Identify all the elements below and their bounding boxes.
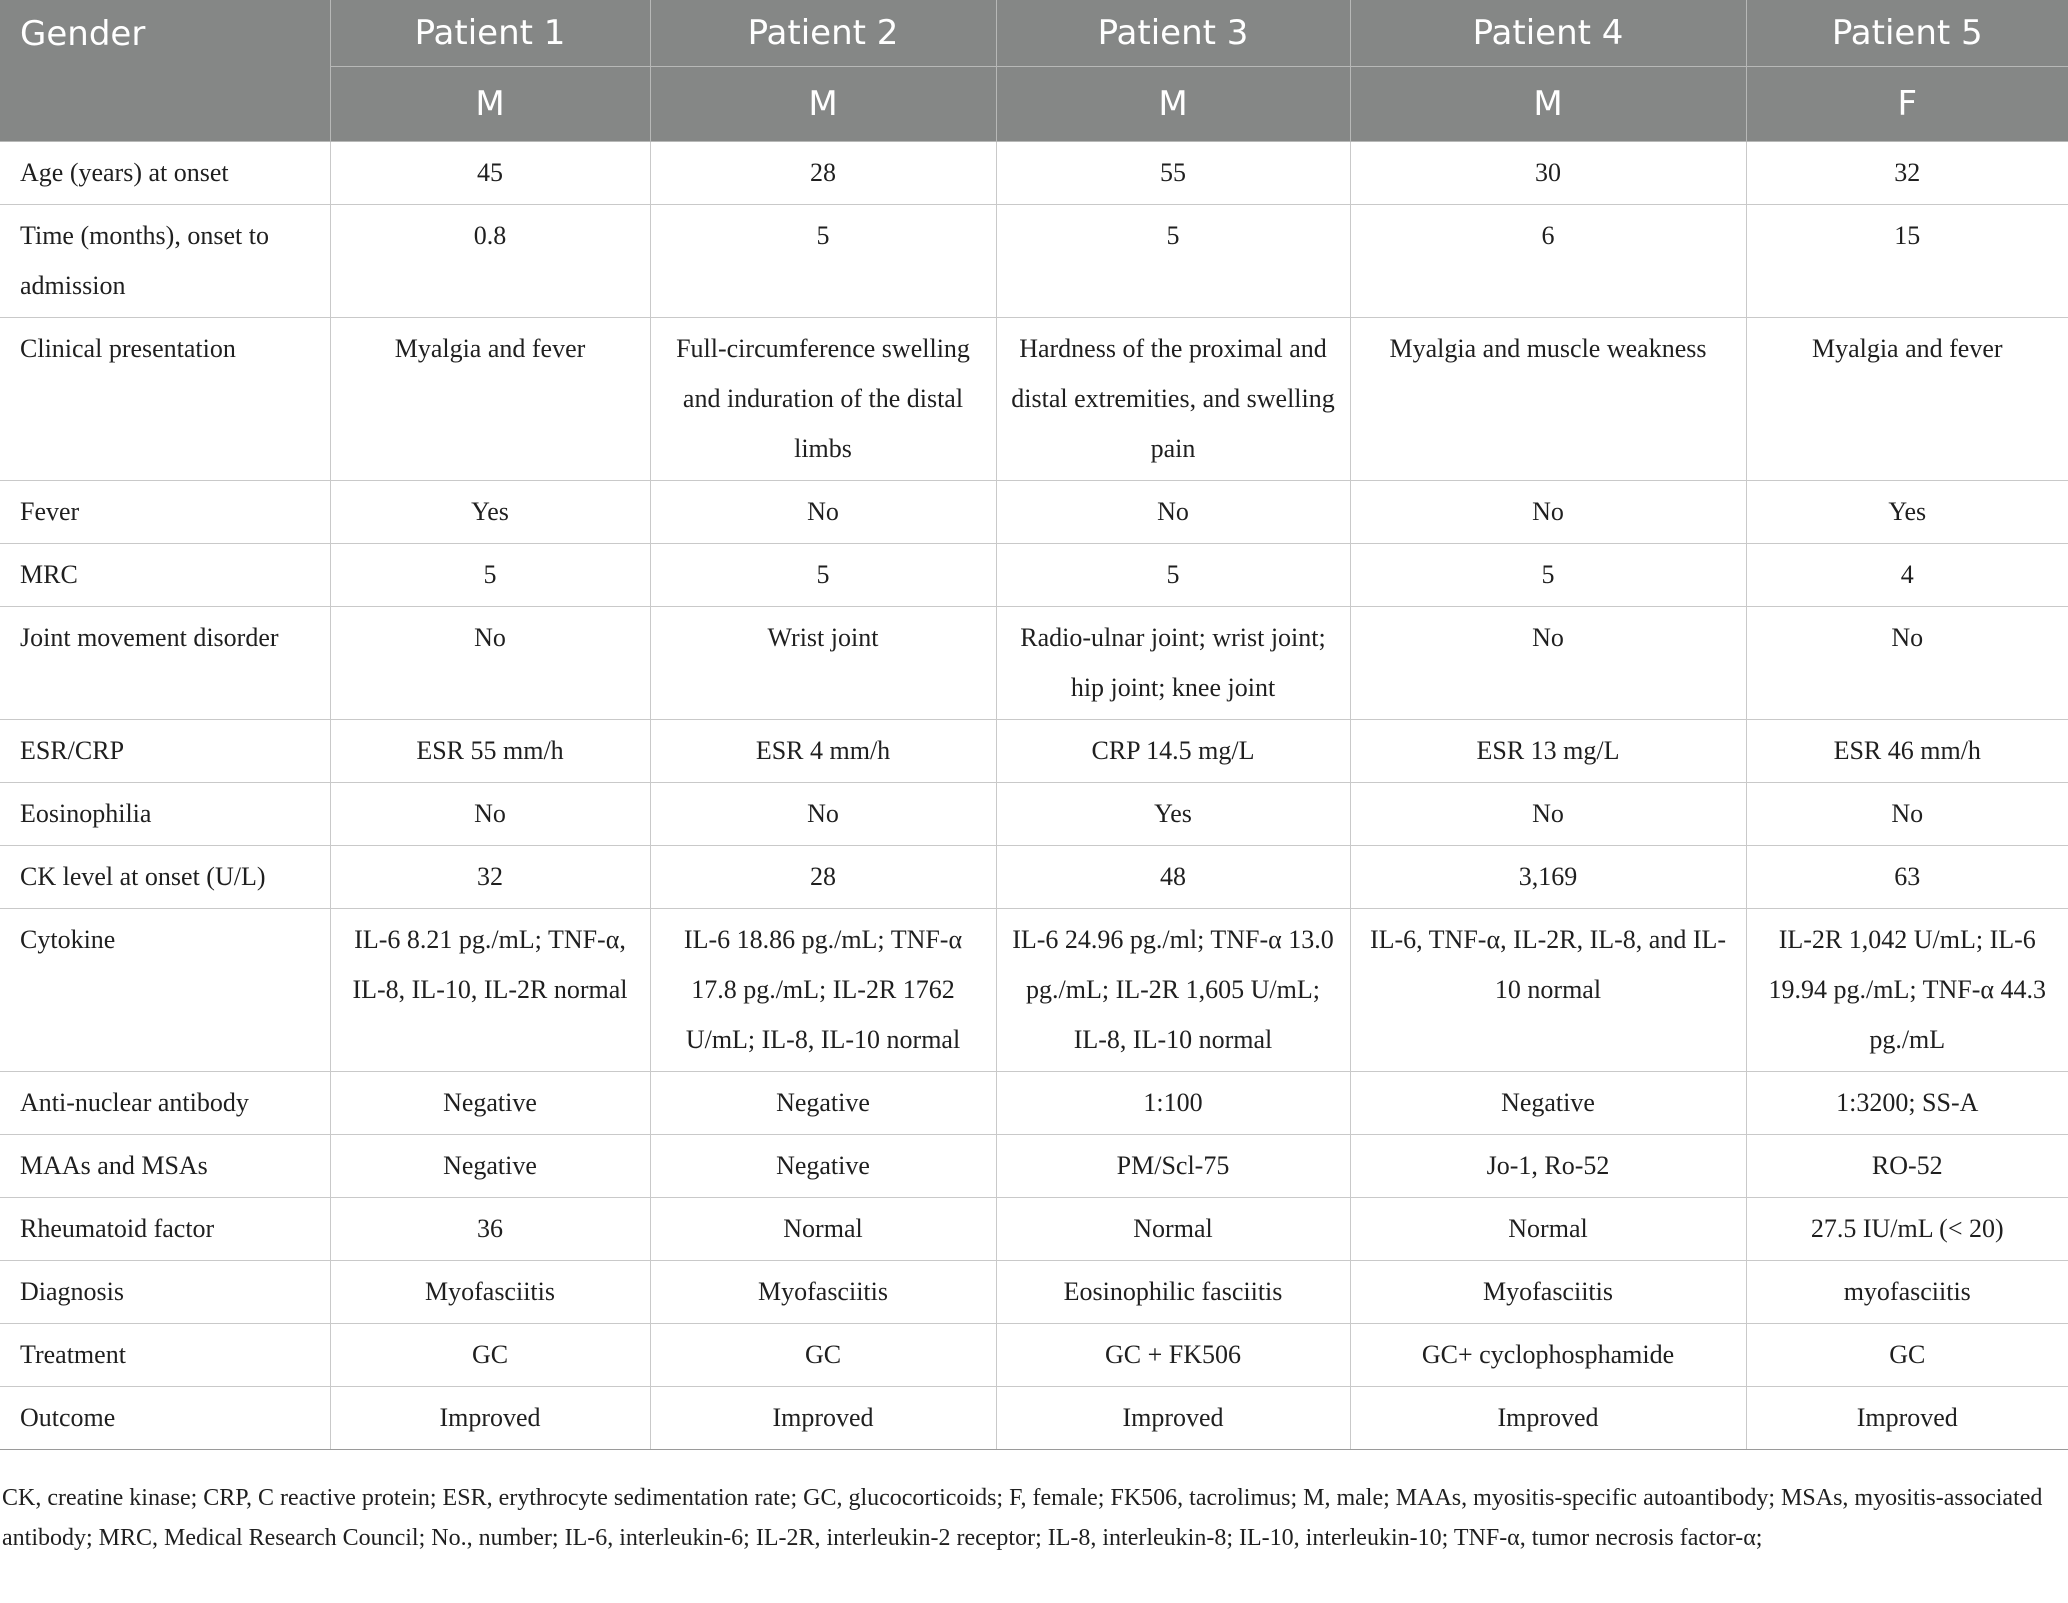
row-label: Age (years) at onset [0,142,330,205]
cell-patient-4: ESR 13 mg/L [1350,720,1746,783]
table-body [0,142,2068,1450]
cell-patient-5: 32 [1746,142,2068,205]
cell-patient-5: ESR 46 mm/h [1746,720,2068,783]
cell-patient-1: IL-6 8.21 pg./mL; TNF-α, IL-8, IL-10, IL-2R normal [330,909,650,1072]
cell-patient-4: Myalgia and muscle weakness [1350,318,1746,481]
cell-patient-2: 28 [650,846,996,909]
cell-patient-3: 1:100 [996,1072,1350,1135]
cell-patient-3: Yes [996,783,1350,846]
cell-patient-2: GC [650,1324,996,1387]
cell-patient-5: 15 [1746,205,2068,318]
cell-patient-5: myofasciitis [1746,1261,2068,1324]
cell-patient-1: Myofasciitis [330,1261,650,1324]
cell-patient-3: 5 [996,544,1350,607]
row-label: ESR/CRP [0,720,330,783]
table-row [0,1261,2068,1324]
row-label: Clinical presentation [0,318,330,481]
cell-patient-4: 3,169 [1350,846,1746,909]
header-patient-2: Patient 2 [650,0,996,67]
cell-patient-5: RO-52 [1746,1135,2068,1198]
table-row [0,846,2068,909]
cell-patient-3: 48 [996,846,1350,909]
cell-patient-5: 27.5 IU/mL (< 20) [1746,1198,2068,1261]
cell-patient-1: Negative [330,1072,650,1135]
cell-patient-1: GC [330,1324,650,1387]
cell-patient-1: 36 [330,1198,650,1261]
cell-patient-2: Negative [650,1135,996,1198]
row-label: Eosinophilia [0,783,330,846]
cell-patient-1: 45 [330,142,650,205]
cell-patient-3: IL-6 24.96 pg./ml; TNF-α 13.0 pg./mL; IL-2R 1,605 U/mL; IL-8, IL-10 normal [996,909,1350,1072]
cell-patient-4: 6 [1350,205,1746,318]
cell-patient-3: Improved [996,1387,1350,1450]
row-label: MAAs and MSAs [0,1135,330,1198]
row-label: Cytokine [0,909,330,1072]
row-label: Rheumatoid factor [0,1198,330,1261]
cell-patient-4: Jo-1, Ro-52 [1350,1135,1746,1198]
header-gender-3: M [996,67,1350,142]
cell-patient-3: CRP 14.5 mg/L [996,720,1350,783]
cell-patient-2: IL-6 18.86 pg./mL; TNF-α 17.8 pg./mL; IL-2R 1762 U/mL; IL-8, IL-10 normal [650,909,996,1072]
cell-patient-2: Negative [650,1072,996,1135]
header-gender: Gender [0,0,330,142]
cell-patient-4: GC+ cyclophosphamide [1350,1324,1746,1387]
row-label: Treatment [0,1324,330,1387]
cell-patient-1: ESR 55 mm/h [330,720,650,783]
cell-patient-5: IL-2R 1,042 U/mL; IL-6 19.94 pg./mL; TNF-α 44.3 pg./mL [1746,909,2068,1072]
header-patient-1: Patient 1 [330,0,650,67]
cell-patient-5: No [1746,607,2068,720]
header-gender-4: M [1350,67,1746,142]
cell-patient-4: 5 [1350,544,1746,607]
cell-patient-2: Improved [650,1387,996,1450]
cell-patient-5: 1:3200; SS-A [1746,1072,2068,1135]
cell-patient-4: Normal [1350,1198,1746,1261]
cell-patient-1: Negative [330,1135,650,1198]
cell-patient-2: Wrist joint [650,607,996,720]
cell-patient-2: No [650,481,996,544]
header-gender-1: M [330,67,650,142]
cell-patient-2: 5 [650,544,996,607]
table-row [0,783,2068,846]
cell-patient-4: No [1350,481,1746,544]
header-patient-5: Patient 5 [1746,0,2068,67]
row-label: Fever [0,481,330,544]
table-row [0,318,2068,481]
cell-patient-1: 5 [330,544,650,607]
cell-patient-4: No [1350,783,1746,846]
cell-patient-4: 30 [1350,142,1746,205]
cell-patient-5: GC [1746,1324,2068,1387]
row-label: MRC [0,544,330,607]
cell-patient-2: Normal [650,1198,996,1261]
table-row [0,205,2068,318]
table-row [0,1135,2068,1198]
cell-patient-1: Myalgia and fever [330,318,650,481]
cell-patient-3: No [996,481,1350,544]
table-row [0,720,2068,783]
table-row [0,481,2068,544]
table-row [0,1072,2068,1135]
cell-patient-5: Yes [1746,481,2068,544]
cell-patient-2: Full-circumference swelling and induration of the distal limbs [650,318,996,481]
cell-patient-5: 4 [1746,544,2068,607]
cell-patient-3: 5 [996,205,1350,318]
table-row [0,909,2068,1072]
table-row [0,1198,2068,1261]
cell-patient-5: No [1746,783,2068,846]
cell-patient-3: Hardness of the proximal and distal extremities, and swelling pain [996,318,1350,481]
cell-patient-2: 28 [650,142,996,205]
cell-patient-4: IL-6, TNF-α, IL-2R, IL-8, and IL-10 normal [1350,909,1746,1072]
table-row [0,142,2068,205]
cell-patient-2: No [650,783,996,846]
cell-patient-3: Eosinophilic fasciitis [996,1261,1350,1324]
cell-patient-1: Improved [330,1387,650,1450]
header-patient-4: Patient 4 [1350,0,1746,67]
cell-patient-4: Negative [1350,1072,1746,1135]
cell-patient-2: ESR 4 mm/h [650,720,996,783]
cell-patient-3: Radio-ulnar joint; wrist joint; hip joint; knee joint [996,607,1350,720]
cell-patient-2: Myofasciitis [650,1261,996,1324]
cell-patient-1: Yes [330,481,650,544]
table-header [0,0,2068,142]
cell-patient-5: Improved [1746,1387,2068,1450]
table-row [0,544,2068,607]
cell-patient-1: No [330,783,650,846]
header-patient-3: Patient 3 [996,0,1350,67]
row-label: Outcome [0,1387,330,1450]
header-gender-2: M [650,67,996,142]
row-label: Joint movement disorder [0,607,330,720]
table-row [0,1387,2068,1450]
cell-patient-3: GC + FK506 [996,1324,1350,1387]
cell-patient-4: Myofasciitis [1350,1261,1746,1324]
cell-patient-4: No [1350,607,1746,720]
cell-patient-4: Improved [1350,1387,1746,1450]
cell-patient-3: 55 [996,142,1350,205]
table-row [0,607,2068,720]
table-footnote: CK, creatine kinase; CRP, C reactive protein; ESR, erythrocyte sedimentation rate; GC, glucocorticoids; F, female; FK506, tacrolimus; M, male; MAAs, myositis-specific autoantibody; MSAs, myositis-associated antibody; MRC, Medical Research Council; No., number; IL-6, interleukin-6; IL-2R, interleukin-2 receptor; IL-8, interleukin-8; IL-10, interleukin-10; TNF-α, tumor necrosis factor-α; [2,1485,2043,1551]
header-gender-5: F [1746,67,2068,142]
cell-patient-5: Myalgia and fever [1746,318,2068,481]
cell-patient-1: 32 [330,846,650,909]
cell-patient-3: Normal [996,1198,1350,1261]
header-row-1 [0,0,2068,67]
row-label: Diagnosis [0,1261,330,1324]
cell-patient-2: 5 [650,205,996,318]
row-label: Time (months), onset to admission [0,205,330,318]
cell-patient-3: PM/Scl-75 [996,1135,1350,1198]
row-label: Anti-nuclear antibody [0,1072,330,1135]
cell-patient-1: No [330,607,650,720]
cell-patient-5: 63 [1746,846,2068,909]
cell-patient-1: 0.8 [330,205,650,318]
table-row [0,1324,2068,1387]
row-label: CK level at onset (U/L) [0,846,330,909]
